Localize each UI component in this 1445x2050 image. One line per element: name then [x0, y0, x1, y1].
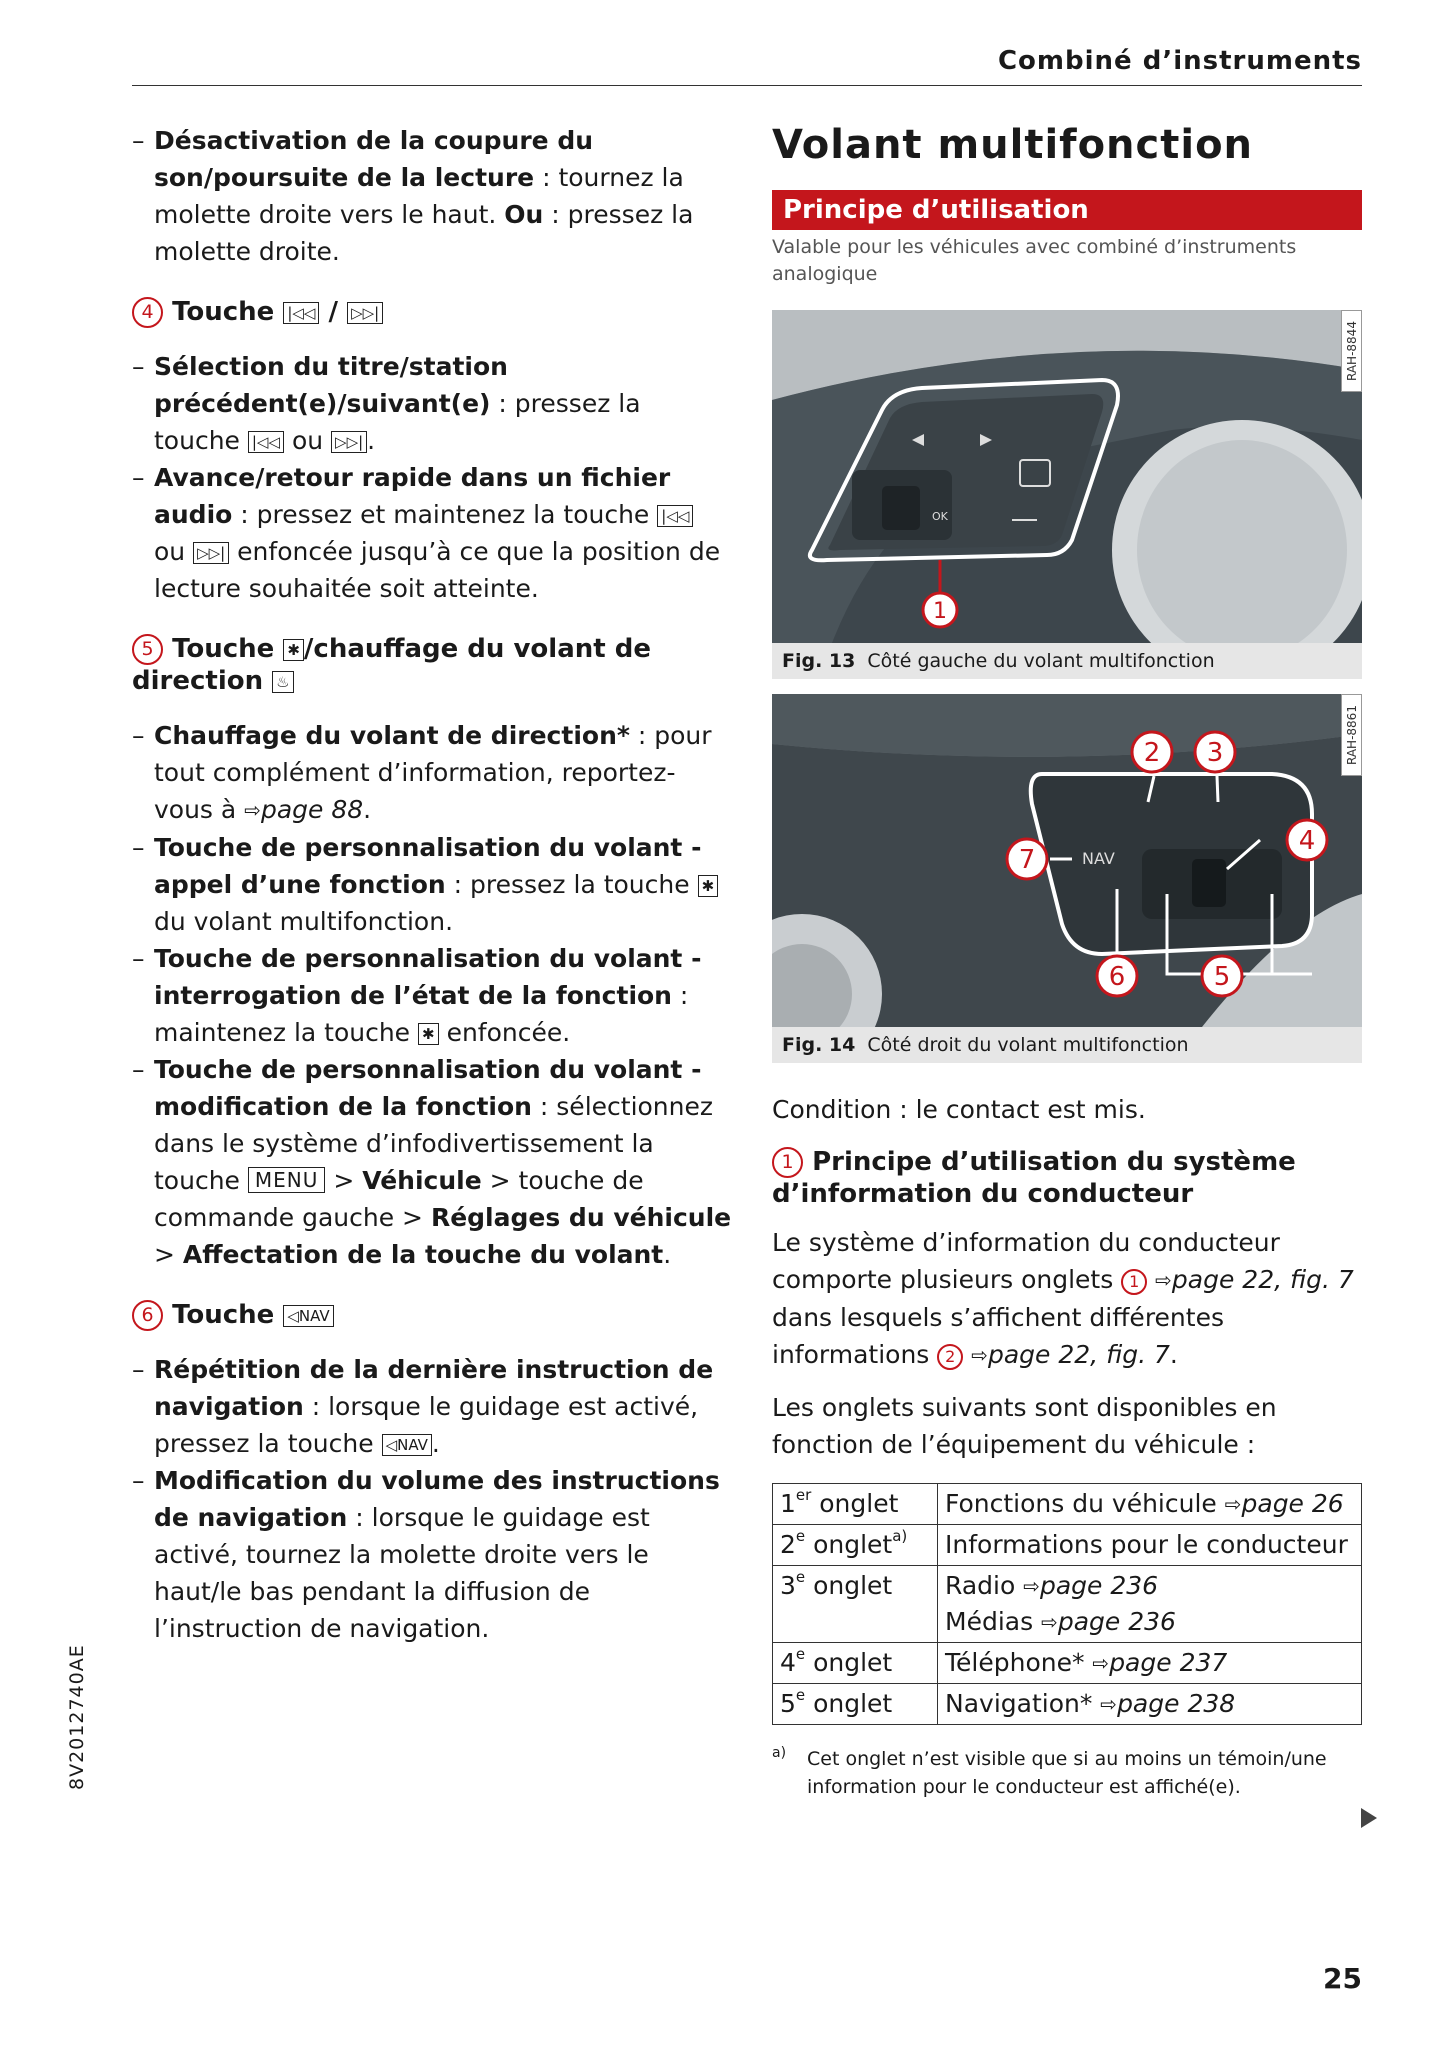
arrow-icon: ⇨ — [1092, 1651, 1110, 1675]
callout-6: 6 — [132, 1300, 163, 1331]
running-header: Combiné d’instruments — [997, 46, 1362, 76]
callout-2: 2 — [937, 1344, 963, 1370]
next-track-key-icon: ▷▷| — [331, 431, 367, 453]
page-ref-link[interactable]: page 237 — [1109, 1648, 1228, 1677]
list-item: – Chauffage du volant de direction* : pour tout complément d’information, reportez-vous à ⇨page 88. — [132, 717, 732, 829]
nav-key-icon: ◁NAV — [382, 1434, 432, 1456]
table-row — [773, 1484, 1362, 1525]
list-item: – Touche de personnalisation du volant - appel d’une fonction : pressez la touche ✱ du volant multifonction. — [132, 829, 732, 940]
figure-14 — [772, 694, 1362, 1027]
callout-2: 2 — [1143, 738, 1161, 768]
paragraph-2: Les onglets suivants sont disponibles en fonction de l’équipement du véhicule : — [772, 1393, 1277, 1459]
page-ref-link[interactable]: page 236 — [1057, 1607, 1176, 1636]
figure-code: RAH-8844 — [1341, 310, 1362, 392]
list-item: – Sélection du titre/station précédent(e)/suivant(e) : pressez la touche |◁◁ ou ▷▷| . — [132, 348, 732, 459]
intro-item: – Désactivation de la coupure du son/poursuite de la lecture : tournez la molette droite vers le haut. Ou : pressez la molette droite. — [132, 122, 732, 270]
next-page-arrow-icon — [1361, 1808, 1377, 1828]
figure-code: RAH-8861 — [1341, 694, 1362, 776]
list-item: – Avance/retour rapide dans un fichier audio : pressez et maintenez la touche |◁◁ ou ▷▷| enfoncée jusqu’à ce que la position de lecture souhaitée soit atteinte. — [132, 459, 732, 607]
callout-7: 7 — [1018, 845, 1036, 875]
table-row — [773, 1684, 1362, 1725]
table-cell: 2e onglet$^{a)}$ — [773, 1525, 938, 1566]
left-column — [132, 122, 732, 1647]
arrow-icon: ⇨ — [1100, 1692, 1118, 1716]
header-rule — [132, 85, 1362, 86]
callout-1: 1 — [933, 599, 947, 624]
steering-heat-key-icon: ♨ — [272, 671, 293, 693]
validity-note: Valable pour les véhicules avec combiné d’instruments analogique — [772, 236, 1297, 285]
right-column — [772, 122, 1362, 1801]
table-row — [773, 1643, 1362, 1684]
table-cell: Informations pour le conducteur — [938, 1525, 1362, 1566]
tabs-table — [772, 1483, 1362, 1725]
condition-text: Condition : le contact est mis. — [772, 1095, 1146, 1124]
table-cell: 1er onglet — [773, 1484, 938, 1525]
table-cell: Fonctions du véhicule ⇨page 26 — [938, 1484, 1362, 1525]
section-5-heading: 5 Touche ✱ /chauffage du volant de direction ♨ — [132, 634, 651, 696]
figure-13 — [772, 310, 1362, 643]
callout-5: 5 — [1213, 962, 1231, 992]
callout-1: 1 — [772, 1147, 803, 1178]
footnote: a) Cet onglet n’est visible que si au moins un témoin/une information pour le conducteur est affiché(e). — [772, 1745, 1327, 1798]
callout-4: 4 — [132, 297, 163, 328]
arrow-icon: ⇨ — [1155, 1268, 1172, 1292]
section-4-heading: 4 Touche |◁◁ / ▷▷| — [132, 296, 732, 328]
steering-wheel-left-illustration — [772, 310, 1362, 643]
page-number: 25 — [1323, 1962, 1362, 1995]
callout-3: 3 — [1206, 738, 1224, 768]
next-track-key-icon: ▷▷| — [193, 542, 229, 564]
arrow-icon: ⇨ — [244, 798, 261, 822]
ok-label: OK — [932, 510, 948, 523]
callout-1: 1 — [1121, 1269, 1147, 1295]
table-cell: 3e onglet — [773, 1566, 938, 1643]
subheading-1: 1 Principe d’utilisation du système d’information du conducteur — [772, 1147, 1296, 1209]
prev-track-key-icon: |◁◁ — [248, 431, 284, 453]
star-key-icon: ✱ — [418, 1023, 439, 1045]
table-cell: Téléphone* ⇨page 237 — [938, 1643, 1362, 1684]
list-item: – Modification du volume des instructions de navigation : lorsque le guidage est activé, tournez la molette droite vers le haut/le bas pendant la diffusion de l’instruction de navigation. — [132, 1462, 732, 1647]
page-ref-link[interactable]: page 22, fig. 7 — [1171, 1265, 1354, 1294]
steering-wheel-right-illustration — [772, 694, 1362, 1027]
table-cell: Radio ⇨page 236 Médias ⇨page 236 — [938, 1566, 1362, 1643]
subsection-bar: Principe d’utilisation — [772, 190, 1362, 230]
star-key-icon: ✱ — [698, 875, 719, 897]
list-item: – Répétition de la dernière instruction de navigation : lorsque le guidage est activé, pressez la touche ◁NAV . — [132, 1351, 732, 1462]
table-cell: 5e onglet — [773, 1684, 938, 1725]
page-ref-link[interactable]: page 22, fig. 7 — [987, 1340, 1170, 1369]
footnote-ref: a) — [892, 1527, 908, 1545]
callout-5: 5 — [132, 634, 163, 665]
table-row — [773, 1566, 1362, 1643]
section-title: Volant multifonction — [772, 122, 1254, 168]
next-track-key-icon: ▷▷| — [347, 302, 383, 324]
page-ref-link[interactable]: page 88 — [260, 795, 364, 824]
section-6-heading: 6 Touche ◁NAV — [132, 1299, 732, 1331]
table-cell: Navigation* ⇨page 238 — [938, 1684, 1362, 1725]
figure-13-caption: Fig. 13 Côté gauche du volant multifonction — [772, 643, 1362, 679]
nav-key-icon: ◁NAV — [283, 1305, 333, 1327]
page-ref-link[interactable]: page 236 — [1039, 1571, 1159, 1600]
page-ref-link[interactable]: page 238 — [1117, 1689, 1236, 1718]
paragraph-1: Le système d’information du conducteur comporte plusieurs onglets 1 ⇨page 22, fig. 7 dans lesquels s’affichent différentes informations 2 ⇨page 22, fig. 7. — [772, 1228, 1354, 1369]
arrow-icon: ⇨ — [971, 1343, 988, 1367]
nav-label: NAV — [1082, 849, 1115, 868]
document-code: 8V2012740AE — [66, 1644, 88, 1790]
menu-key-icon: MENU — [248, 1167, 326, 1193]
star-key-icon: ✱ — [283, 639, 304, 661]
arrow-icon: ⇨ — [1224, 1492, 1242, 1516]
prev-track-key-icon: |◁◁ — [657, 505, 693, 527]
callout-6: 6 — [1108, 962, 1126, 992]
table-cell: 4e onglet — [773, 1643, 938, 1684]
figure-14-caption: Fig. 14 Côté droit du volant multifonction — [772, 1027, 1362, 1063]
arrow-icon: ⇨ — [1041, 1610, 1058, 1634]
page-ref-link[interactable]: page 26 — [1241, 1489, 1344, 1518]
table-row — [773, 1525, 1362, 1566]
callout-4: 4 — [1298, 826, 1316, 856]
arrow-icon: ⇨ — [1023, 1574, 1040, 1598]
list-item: – Touche de personnalisation du volant - interrogation de l’état de la fonction : maintenez la touche ✱ enfoncée. — [132, 940, 732, 1051]
prev-track-key-icon: |◁◁ — [283, 302, 319, 324]
list-item: – Touche de personnalisation du volant - modification de la fonction : sélectionnez dans le système d’infodivertissement la touche MENU > Véhicule > touche de commande gauche > Réglages du véhicule > Affectation de la touche du volant. — [132, 1051, 732, 1273]
